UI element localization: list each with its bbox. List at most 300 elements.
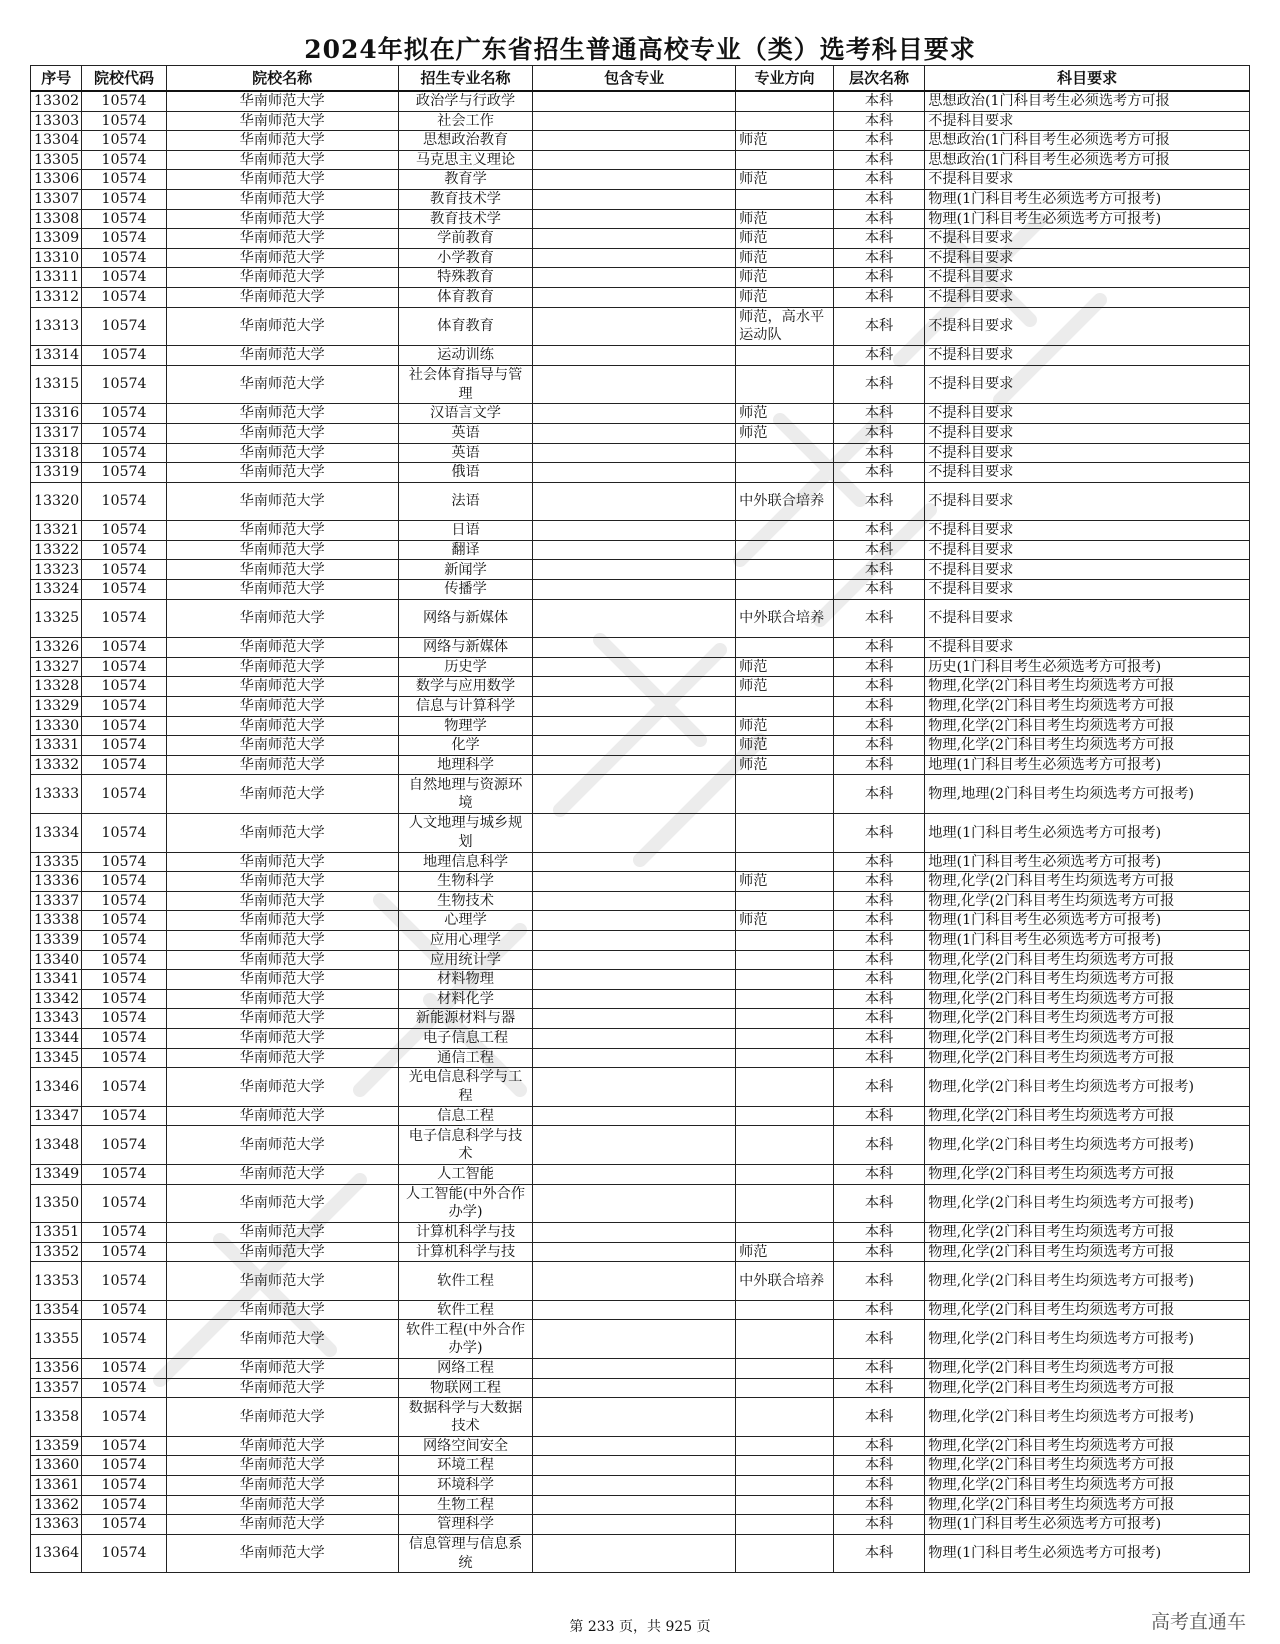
row-major-name: 人工智能(中外合作办学) — [398, 1184, 533, 1223]
page-title: 2024年拟在广东省招生普通高校专业（类）选考科目要求 — [304, 35, 976, 64]
row-includes — [533, 560, 736, 580]
row-requirement: 物理,化学(2门科目考生均须选考方可报 — [925, 1378, 1250, 1398]
row-major-name: 人文地理与城乡规划 — [398, 814, 533, 853]
row-seq: 13330 — [31, 716, 82, 736]
table-row — [31, 930, 1250, 950]
row-seq: 13327 — [31, 657, 82, 677]
row-school-code: 10574 — [82, 930, 166, 950]
row-requirement: 物理(1门科目考生必须选考方可报考) — [925, 930, 1250, 950]
row-level: 本科 — [833, 170, 924, 190]
row-school-name: 华南师范大学 — [166, 755, 398, 775]
row-requirement: 物理(1门科目考生必须选考方可报考) — [925, 189, 1250, 209]
row-direction — [736, 1476, 834, 1496]
row-school-name: 华南师范大学 — [166, 599, 398, 638]
row-school-name: 华南师范大学 — [166, 423, 398, 443]
table-row — [31, 131, 1250, 151]
row-requirement: 物理,化学(2门科目考生均须选考方可报 — [925, 950, 1250, 970]
row-major-name: 俄语 — [398, 463, 533, 483]
row-level: 本科 — [833, 1398, 924, 1437]
row-level: 本科 — [833, 287, 924, 307]
row-school-code: 10574 — [82, 346, 166, 366]
row-direction — [736, 1009, 834, 1029]
row-school-name: 华南师范大学 — [166, 677, 398, 697]
row-school-code: 10574 — [82, 891, 166, 911]
row-school-code: 10574 — [82, 911, 166, 931]
row-requirement: 物理(1门科目考生必须选考方可报考) — [925, 911, 1250, 931]
row-major-name: 网络与新媒体 — [398, 638, 533, 658]
row-requirement: 地理(1门科目考生必须选考方可报考) — [925, 852, 1250, 872]
header-school-code: 院校代码 — [82, 66, 166, 92]
row-school-code: 10574 — [82, 970, 166, 990]
row-direction: 中外联合培养 — [736, 599, 834, 638]
row-seq: 13351 — [31, 1223, 82, 1243]
row-level: 本科 — [833, 1009, 924, 1029]
row-major-name: 小学教育 — [398, 248, 533, 268]
row-school-code: 10574 — [82, 560, 166, 580]
row-level: 本科 — [833, 150, 924, 170]
row-seq: 13356 — [31, 1359, 82, 1379]
row-requirement: 不提科目要求 — [925, 111, 1250, 131]
row-major-name: 自然地理与资源环境 — [398, 775, 533, 814]
row-seq: 13361 — [31, 1476, 82, 1496]
row-major-name: 教育技术学 — [398, 209, 533, 229]
row-school-name: 华南师范大学 — [166, 521, 398, 541]
row-direction: 中外联合培养 — [736, 1262, 834, 1301]
row-major-name: 心理学 — [398, 911, 533, 931]
row-direction: 师范 — [736, 209, 834, 229]
row-level: 本科 — [833, 657, 924, 677]
table-row — [31, 1320, 1250, 1359]
row-level: 本科 — [833, 1436, 924, 1456]
row-direction: 师范 — [736, 657, 834, 677]
row-level: 本科 — [833, 697, 924, 717]
row-school-code: 10574 — [82, 287, 166, 307]
row-level: 本科 — [833, 1534, 924, 1573]
row-school-code: 10574 — [82, 91, 166, 111]
row-school-code: 10574 — [82, 443, 166, 463]
row-seq: 13323 — [31, 560, 82, 580]
row-requirement: 物理,化学(2门科目考生均须选考方可报 — [925, 1028, 1250, 1048]
row-requirement: 物理,化学(2门科目考生均须选考方可报考) — [925, 1262, 1250, 1301]
row-school-name: 华南师范大学 — [166, 1300, 398, 1320]
row-seq: 13333 — [31, 775, 82, 814]
row-requirement: 物理,化学(2门科目考生均须选考方可报 — [925, 1495, 1250, 1515]
row-school-code: 10574 — [82, 1320, 166, 1359]
row-requirement: 物理,化学(2门科目考生均须选考方可报考) — [925, 1184, 1250, 1223]
row-school-code: 10574 — [82, 657, 166, 677]
row-school-name: 华南师范大学 — [166, 111, 398, 131]
row-level: 本科 — [833, 1242, 924, 1262]
row-school-code: 10574 — [82, 1009, 166, 1029]
row-requirement: 物理,化学(2门科目考生均须选考方可报 — [925, 1359, 1250, 1379]
row-major-name: 材料物理 — [398, 970, 533, 990]
row-includes — [533, 131, 736, 151]
table-row — [31, 404, 1250, 424]
row-level: 本科 — [833, 1126, 924, 1165]
row-seq: 13341 — [31, 970, 82, 990]
row-direction — [736, 814, 834, 853]
row-school-name: 华南师范大学 — [166, 150, 398, 170]
row-includes — [533, 1009, 736, 1029]
row-school-name: 华南师范大学 — [166, 1009, 398, 1029]
row-includes — [533, 1262, 736, 1301]
row-includes — [533, 209, 736, 229]
row-major-name: 生物科学 — [398, 872, 533, 892]
row-school-code: 10574 — [82, 521, 166, 541]
row-direction — [736, 540, 834, 560]
row-seq: 13303 — [31, 111, 82, 131]
row-includes — [533, 1048, 736, 1068]
table-row — [31, 521, 1250, 541]
row-includes — [533, 463, 736, 483]
row-school-name: 华南师范大学 — [166, 1534, 398, 1573]
row-school-name: 华南师范大学 — [166, 307, 398, 346]
row-major-name: 物理学 — [398, 716, 533, 736]
row-school-name: 华南师范大学 — [166, 1242, 398, 1262]
row-seq: 13355 — [31, 1320, 82, 1359]
row-seq: 13310 — [31, 248, 82, 268]
row-major-name: 马克思主义理论 — [398, 150, 533, 170]
row-major-name: 新能源材料与器 — [398, 1009, 533, 1029]
row-seq: 13357 — [31, 1378, 82, 1398]
row-major-name: 思想政治教育 — [398, 131, 533, 151]
row-major-name: 英语 — [398, 423, 533, 443]
table-row — [31, 91, 1250, 111]
row-seq: 13309 — [31, 229, 82, 249]
row-direction — [736, 989, 834, 1009]
row-major-name: 物联网工程 — [398, 1378, 533, 1398]
row-major-name: 新闻学 — [398, 560, 533, 580]
row-requirement: 不提科目要求 — [925, 580, 1250, 600]
row-requirement: 物理,化学(2门科目考生均须选考方可报 — [925, 1164, 1250, 1184]
row-includes — [533, 1456, 736, 1476]
row-requirement: 不提科目要求 — [925, 307, 1250, 346]
table-row — [31, 1223, 1250, 1243]
row-school-name: 华南师范大学 — [166, 1456, 398, 1476]
row-school-name: 华南师范大学 — [166, 346, 398, 366]
row-major-name: 特殊教育 — [398, 268, 533, 288]
row-school-code: 10574 — [82, 1262, 166, 1301]
row-major-name: 信息与计算科学 — [398, 697, 533, 717]
row-major-name: 社会工作 — [398, 111, 533, 131]
row-seq: 13336 — [31, 872, 82, 892]
row-major-name: 环境工程 — [398, 1456, 533, 1476]
row-level: 本科 — [833, 404, 924, 424]
row-level: 本科 — [833, 443, 924, 463]
table-row — [31, 1534, 1250, 1573]
row-seq: 13307 — [31, 189, 82, 209]
row-level: 本科 — [833, 930, 924, 950]
row-includes — [533, 1126, 736, 1165]
table-row — [31, 1300, 1250, 1320]
table-row — [31, 599, 1250, 638]
row-level: 本科 — [833, 716, 924, 736]
row-seq: 13332 — [31, 755, 82, 775]
row-seq: 13348 — [31, 1126, 82, 1165]
row-major-name: 电子信息科学与技术 — [398, 1126, 533, 1165]
row-level: 本科 — [833, 814, 924, 853]
row-school-name: 华南师范大学 — [166, 189, 398, 209]
row-school-code: 10574 — [82, 1476, 166, 1496]
row-major-name: 地理信息科学 — [398, 852, 533, 872]
row-school-name: 华南师范大学 — [166, 1398, 398, 1437]
row-major-name: 传播学 — [398, 580, 533, 600]
row-requirement: 地理(1门科目考生必须选考方可报考) — [925, 814, 1250, 853]
row-includes — [533, 1242, 736, 1262]
row-requirement: 物理,化学(2门科目考生均须选考方可报 — [925, 1048, 1250, 1068]
row-school-code: 10574 — [82, 775, 166, 814]
row-includes — [533, 1300, 736, 1320]
row-includes — [533, 1515, 736, 1535]
row-includes — [533, 1378, 736, 1398]
row-school-code: 10574 — [82, 1106, 166, 1126]
table-row — [31, 229, 1250, 249]
row-direction: 师范 — [736, 911, 834, 931]
row-seq: 13305 — [31, 150, 82, 170]
row-direction — [736, 1028, 834, 1048]
row-level: 本科 — [833, 950, 924, 970]
row-school-code: 10574 — [82, 1028, 166, 1048]
row-seq: 13308 — [31, 209, 82, 229]
row-school-code: 10574 — [82, 189, 166, 209]
row-seq: 13302 — [31, 91, 82, 111]
row-major-name: 信息工程 — [398, 1106, 533, 1126]
row-major-name: 社会体育指导与管理 — [398, 365, 533, 404]
row-direction — [736, 970, 834, 990]
row-includes — [533, 755, 736, 775]
row-requirement: 物理,化学(2门科目考生均须选考方可报 — [925, 970, 1250, 990]
row-school-code: 10574 — [82, 1359, 166, 1379]
row-seq: 13342 — [31, 989, 82, 1009]
row-level: 本科 — [833, 248, 924, 268]
row-includes — [533, 443, 736, 463]
row-seq: 13359 — [31, 1436, 82, 1456]
row-includes — [533, 1476, 736, 1496]
row-seq: 13314 — [31, 346, 82, 366]
brand-label: 高考直通车 — [1150, 1611, 1246, 1633]
row-school-code: 10574 — [82, 1534, 166, 1573]
row-school-code: 10574 — [82, 580, 166, 600]
row-school-code: 10574 — [82, 872, 166, 892]
row-seq: 13340 — [31, 950, 82, 970]
row-major-name: 计算机科学与技 — [398, 1242, 533, 1262]
row-school-code: 10574 — [82, 950, 166, 970]
row-school-code: 10574 — [82, 852, 166, 872]
row-school-name: 华南师范大学 — [166, 1436, 398, 1456]
row-school-code: 10574 — [82, 463, 166, 483]
row-level: 本科 — [833, 599, 924, 638]
row-seq: 13339 — [31, 930, 82, 950]
row-direction: 中外联合培养 — [736, 482, 834, 521]
table-row — [31, 1242, 1250, 1262]
row-direction — [736, 463, 834, 483]
row-school-code: 10574 — [82, 1398, 166, 1437]
row-seq: 13358 — [31, 1398, 82, 1437]
row-school-name: 华南师范大学 — [166, 1378, 398, 1398]
row-school-code: 10574 — [82, 1515, 166, 1535]
table-row — [31, 638, 1250, 658]
row-direction — [736, 1068, 834, 1107]
row-level: 本科 — [833, 1048, 924, 1068]
row-school-name: 华南师范大学 — [166, 209, 398, 229]
row-major-name: 教育学 — [398, 170, 533, 190]
row-direction: 师范 — [736, 404, 834, 424]
row-requirement: 物理,地理(2门科目考生均须选考方可报考) — [925, 775, 1250, 814]
row-school-name: 华南师范大学 — [166, 248, 398, 268]
row-requirement: 物理,化学(2门科目考生均须选考方可报考) — [925, 1398, 1250, 1437]
row-direction — [736, 1223, 834, 1243]
row-seq: 13360 — [31, 1456, 82, 1476]
table-row — [31, 1048, 1250, 1068]
row-school-name: 华南师范大学 — [166, 697, 398, 717]
row-school-code: 10574 — [82, 814, 166, 853]
row-requirement: 不提科目要求 — [925, 521, 1250, 541]
table-row — [31, 989, 1250, 1009]
row-level: 本科 — [833, 482, 924, 521]
row-school-code: 10574 — [82, 599, 166, 638]
table-row — [31, 1009, 1250, 1029]
row-direction — [736, 1378, 834, 1398]
row-seq: 13321 — [31, 521, 82, 541]
row-direction — [736, 775, 834, 814]
row-level: 本科 — [833, 1028, 924, 1048]
row-school-name: 华南师范大学 — [166, 1068, 398, 1107]
table-row — [31, 755, 1250, 775]
row-major-name: 化学 — [398, 736, 533, 756]
row-school-name: 华南师范大学 — [166, 1028, 398, 1048]
row-requirement: 不提科目要求 — [925, 423, 1250, 443]
row-direction: 师范 — [736, 1242, 834, 1262]
row-seq: 13337 — [31, 891, 82, 911]
row-includes — [533, 599, 736, 638]
row-level: 本科 — [833, 346, 924, 366]
row-includes — [533, 852, 736, 872]
row-level: 本科 — [833, 1378, 924, 1398]
row-major-name: 应用心理学 — [398, 930, 533, 950]
row-major-name: 生物工程 — [398, 1495, 533, 1515]
row-direction — [736, 1436, 834, 1456]
row-includes — [533, 1223, 736, 1243]
row-includes — [533, 150, 736, 170]
row-requirement: 历史(1门科目考生必须选考方可报考) — [925, 657, 1250, 677]
row-major-name: 体育教育 — [398, 287, 533, 307]
row-requirement: 思想政治(1门科目考生必须选考方可报 — [925, 131, 1250, 151]
row-seq: 13329 — [31, 697, 82, 717]
row-level: 本科 — [833, 521, 924, 541]
row-includes — [533, 1106, 736, 1126]
row-school-code: 10574 — [82, 248, 166, 268]
row-requirement: 不提科目要求 — [925, 365, 1250, 404]
table-row — [31, 365, 1250, 404]
row-requirement: 物理,化学(2门科目考生均须选考方可报 — [925, 1009, 1250, 1029]
row-level: 本科 — [833, 1300, 924, 1320]
row-seq: 13304 — [31, 131, 82, 151]
table-row — [31, 697, 1250, 717]
row-major-name: 运动训练 — [398, 346, 533, 366]
row-school-name: 华南师范大学 — [166, 540, 398, 560]
row-includes — [533, 521, 736, 541]
row-includes — [533, 716, 736, 736]
row-school-code: 10574 — [82, 677, 166, 697]
table-row — [31, 1398, 1250, 1437]
row-school-name: 华南师范大学 — [166, 1048, 398, 1068]
row-seq: 13317 — [31, 423, 82, 443]
row-major-name: 体育教育 — [398, 307, 533, 346]
row-requirement: 不提科目要求 — [925, 482, 1250, 521]
row-includes — [533, 911, 736, 931]
row-seq: 13315 — [31, 365, 82, 404]
row-includes — [533, 229, 736, 249]
row-level: 本科 — [833, 229, 924, 249]
table-row — [31, 580, 1250, 600]
row-school-code: 10574 — [82, 404, 166, 424]
row-school-code: 10574 — [82, 540, 166, 560]
row-major-name: 政治学与行政学 — [398, 91, 533, 111]
row-major-name: 数学与应用数学 — [398, 677, 533, 697]
row-direction — [736, 443, 834, 463]
row-direction — [736, 852, 834, 872]
row-seq: 13344 — [31, 1028, 82, 1048]
row-includes — [533, 1359, 736, 1379]
row-seq: 13311 — [31, 268, 82, 288]
row-school-name: 华南师范大学 — [166, 638, 398, 658]
row-level: 本科 — [833, 1184, 924, 1223]
row-school-code: 10574 — [82, 1223, 166, 1243]
row-seq: 13346 — [31, 1068, 82, 1107]
row-requirement: 物理,化学(2门科目考生均须选考方可报 — [925, 1476, 1250, 1496]
table-row — [31, 716, 1250, 736]
row-includes — [533, 891, 736, 911]
row-includes — [533, 189, 736, 209]
table-row — [31, 1515, 1250, 1535]
row-school-code: 10574 — [82, 170, 166, 190]
row-school-code: 10574 — [82, 268, 166, 288]
row-direction: 师范 — [736, 170, 834, 190]
row-school-name: 华南师范大学 — [166, 1495, 398, 1515]
row-direction — [736, 638, 834, 658]
row-level: 本科 — [833, 852, 924, 872]
row-includes — [533, 677, 736, 697]
row-direction — [736, 1359, 834, 1379]
row-school-name: 华南师范大学 — [166, 170, 398, 190]
row-school-name: 华南师范大学 — [166, 1262, 398, 1301]
row-major-name: 法语 — [398, 482, 533, 521]
row-direction: 师范 — [736, 131, 834, 151]
row-requirement: 思想政治(1门科目考生必须选考方可报 — [925, 150, 1250, 170]
row-seq: 13319 — [31, 463, 82, 483]
row-school-code: 10574 — [82, 755, 166, 775]
row-level: 本科 — [833, 209, 924, 229]
table-row — [31, 970, 1250, 990]
row-requirement: 物理(1门科目考生必须选考方可报考) — [925, 1515, 1250, 1535]
row-includes — [533, 268, 736, 288]
row-direction: 师范，高水平运动队 — [736, 307, 834, 346]
table-row — [31, 1068, 1250, 1107]
header-major-name: 招生专业名称 — [398, 66, 533, 92]
row-requirement: 不提科目要求 — [925, 638, 1250, 658]
row-level: 本科 — [833, 677, 924, 697]
table-row — [31, 1126, 1250, 1165]
table-row — [31, 443, 1250, 463]
row-seq: 13322 — [31, 540, 82, 560]
row-includes — [533, 170, 736, 190]
table-row — [31, 463, 1250, 483]
row-includes — [533, 287, 736, 307]
row-level: 本科 — [833, 872, 924, 892]
table-row — [31, 891, 1250, 911]
row-major-name: 网络工程 — [398, 1359, 533, 1379]
row-direction — [736, 1106, 834, 1126]
